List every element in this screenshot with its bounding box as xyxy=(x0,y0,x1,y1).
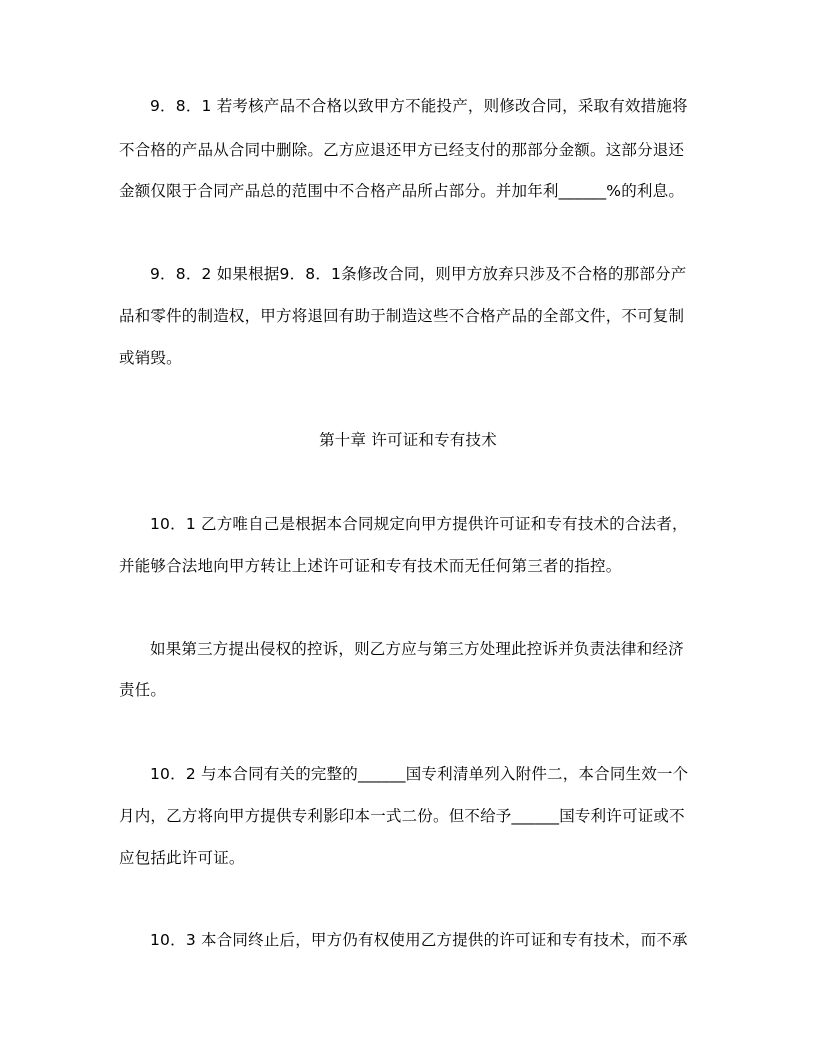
clause-10-1-line-2: 并能够合法地向甲方转让上述许可证和专有技术而无任何第三者的指控。 xyxy=(119,557,622,575)
clause-9-8-1-line-3: 金额仅限于合同产品总的范围中不合格产品所占部分。并加年利______%的利息。 xyxy=(119,182,685,200)
clause-10-1-line-1: 10．1 乙方唯自己是根据本合同规定向甲方提供许可证和专有技术的合法者， xyxy=(150,515,688,533)
clause-10-1-cont-line-2: 责任。 xyxy=(119,681,167,699)
clause-9-8-2-line-3: 或销毁。 xyxy=(119,349,182,367)
clause-10-1-cont-line-1: 如果第三方提出侵权的控诉，则乙方应与第三方处理此控诉并负责法律和经济 xyxy=(150,640,684,658)
clause-10-2-line-1: 10．2 与本合同有关的完整的______国专利清单列入附件二，本合同生效一个 xyxy=(150,765,689,783)
clause-9-8-1-line-1: 9．8．1 若考核产品不合格以致甲方不能投产，则修改合同，采取有效措施将 xyxy=(150,97,688,115)
clause-9-8-1-line-2: 不合格的产品从合同中删除。乙方应退还甲方已经支付的那部分金额。这部分退还 xyxy=(119,141,685,159)
clause-9-8-2-line-2: 品和零件的制造权，甲方将退回有助于制造这些不合格产品的全部文件，不可复制 xyxy=(119,307,685,325)
clause-10-3-line-1: 10．3 本合同终止后，甲方仍有权使用乙方提供的许可证和专有技术，而不承 xyxy=(150,931,688,949)
clause-9-8-2-line-1: 9．8．2 如果根据9．8．1条修改合同，则甲方放弃只涉及不合格的那部分产 xyxy=(150,265,687,283)
clause-10-2-line-3: 应包括此许可证。 xyxy=(119,849,245,867)
clause-10-2-line-2: 月内，乙方将向甲方提供专利影印本一式二份。但不给予______国专利许可证或不 xyxy=(119,807,685,825)
chapter-title: 第十章 许可证和专有技术 xyxy=(319,431,497,449)
